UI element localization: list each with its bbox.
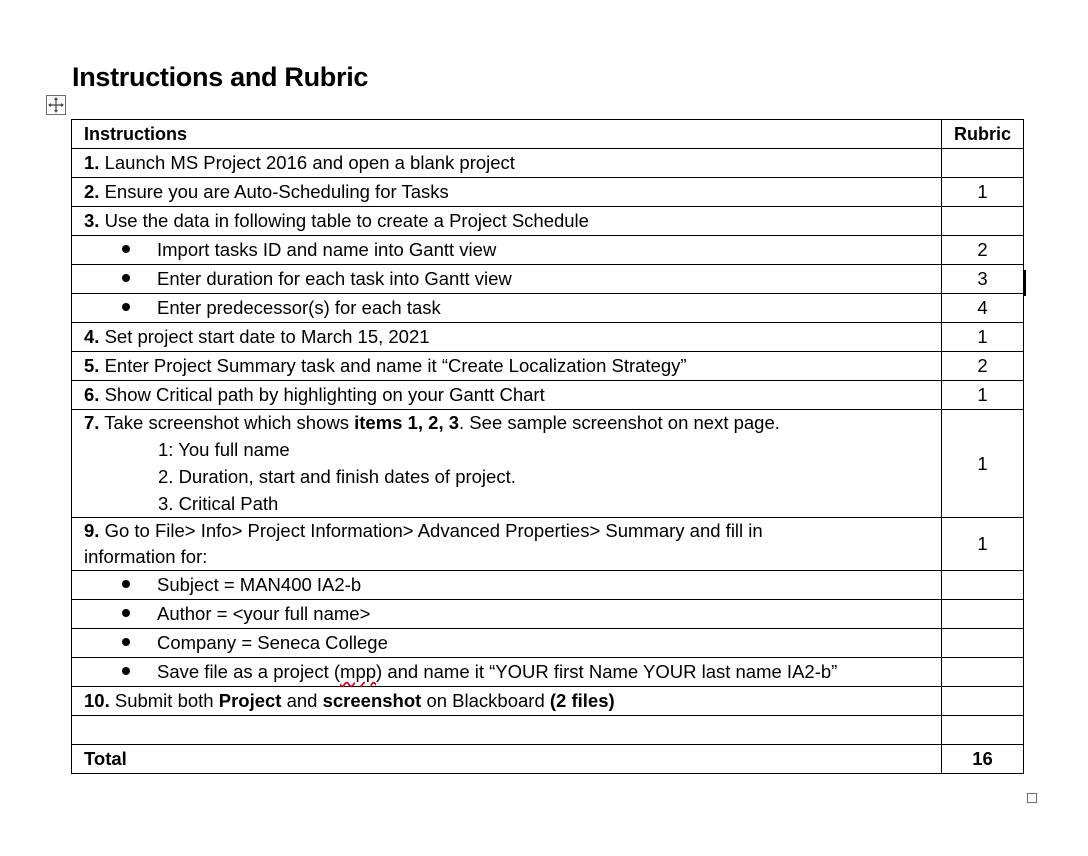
step-text-bold: screenshot [322,690,422,711]
step-text: Go to File> Info> Project Information> Advanced Properties> Summary and fill in [104,520,763,541]
table-row [72,687,1024,716]
instruction-cell [72,571,942,600]
instruction-cell [72,178,942,207]
step-number: 9. [84,520,100,541]
empty-cell [941,716,1023,745]
table-row [72,600,1024,629]
step-number: 10. [84,690,110,711]
empty-cell [72,716,942,745]
bullet-text: Save file as a project ( [157,661,341,682]
score-cell: 1 [941,381,1023,410]
bullet-text: ) and name it “YOUR first Name YOUR last name IA2-b” [376,661,838,682]
instruction-cell [72,658,942,687]
rubric-header: Rubric [941,120,1023,149]
step-number: 6. [84,384,100,405]
score-cell: 3 [941,265,1023,294]
step-number: 2. [84,181,100,202]
step-number: 3. [84,210,100,231]
instruction-cell [72,323,942,352]
table-row [72,352,1024,381]
bullet-icon [122,580,130,588]
table-row [72,294,1024,323]
score-cell: 2 [941,236,1023,265]
score-cell: 1 [941,178,1023,207]
table-row [72,236,1024,265]
score-cell: 1 [941,518,1023,571]
instruction-cell [72,410,942,518]
step-text: Submit both [109,690,219,711]
total-score: 16 [941,745,1023,774]
rubric-table [71,119,1024,774]
instruction-cell [72,265,942,294]
instruction-cell [72,352,942,381]
table-row [72,571,1024,600]
table-header-row [72,120,1024,149]
page-title: Instructions and Rubric [72,62,369,92]
total-row [72,745,1024,774]
bullet-icon [122,609,130,617]
score-cell: 4 [941,294,1023,323]
sub-item: 2. Duration, start and finish dates of project. [158,466,516,487]
total-label: Total [72,745,942,774]
score-cell: 1 [941,323,1023,352]
step-text-bold: (2 files) [549,690,615,711]
table-row [72,518,1024,571]
table-resize-handle-icon[interactable] [1027,793,1037,803]
instruction-cell [72,236,942,265]
table-row [72,323,1024,352]
bullet-text: Subject = MAN400 IA2-b [157,574,362,595]
bullet-text: Enter duration for each task into Gantt view [157,268,512,289]
instruction-cell [72,600,942,629]
table-row [72,629,1024,658]
score-cell [941,658,1023,687]
table-row [72,658,1024,687]
score-cell [941,600,1023,629]
bullet-icon [122,667,130,675]
step-text: Take screenshot which shows [104,412,355,433]
step-number: 5. [84,355,100,376]
score-cell: 1 [941,410,1023,518]
instruction-cell [72,381,942,410]
bullet-text: Author = <your full name> [157,603,371,624]
sub-item: 3. Critical Path [158,493,279,514]
instructions-header: Instructions [72,120,942,149]
instruction-cell [72,687,942,716]
bullet-text: Company = Seneca College [157,632,388,653]
table-row [72,178,1024,207]
step-text: Use the data in following table to create a Project Schedule [104,210,589,231]
sub-item: 1: You full name [158,439,290,460]
score-cell [941,629,1023,658]
instruction-cell [72,207,942,236]
step-text: information for: [84,546,208,567]
bullet-icon [122,245,130,253]
step-text: Enter Project Summary task and name it “Create Localization Strategy” [104,355,687,376]
misspelled-word[interactable]: mpp [340,661,377,682]
score-cell [941,571,1023,600]
table-row [72,381,1024,410]
step-text-bold: Project [218,690,282,711]
bullet-icon [122,274,130,282]
score-cell [941,687,1023,716]
step-number: 7. [84,412,100,433]
step-text-bold: items 1, 2, 3 [354,412,460,433]
score-cell: 2 [941,352,1023,381]
table-row [72,265,1024,294]
step-text: Show Critical path by highlighting on your Gantt Chart [104,384,545,405]
table-move-handle-icon[interactable] [46,95,66,115]
instruction-cell [72,518,942,571]
bullet-text: Import tasks ID and name into Gantt view [157,239,497,260]
score-cell [941,207,1023,236]
step-text: on Blackboard [421,690,550,711]
bullet-text: Enter predecessor(s) for each task [157,297,441,318]
table-row [72,149,1024,178]
text-cursor [1024,270,1026,296]
empty-row [72,716,1024,745]
step-text: . See sample screenshot on next page. [459,412,780,433]
step-number: 4. [84,326,100,347]
instruction-cell [72,629,942,658]
step-number: 1. [84,152,100,173]
table-row [72,410,1024,518]
step-text: Launch MS Project 2016 and open a blank project [104,152,515,173]
step-text: Ensure you are Auto-Scheduling for Tasks [104,181,449,202]
step-text: Set project start date to March 15, 2021 [104,326,430,347]
instruction-cell [72,149,942,178]
bullet-icon [122,638,130,646]
table-row [72,207,1024,236]
bullet-icon [122,303,130,311]
step-text: and [281,690,323,711]
instruction-cell [72,294,942,323]
score-cell [941,149,1023,178]
